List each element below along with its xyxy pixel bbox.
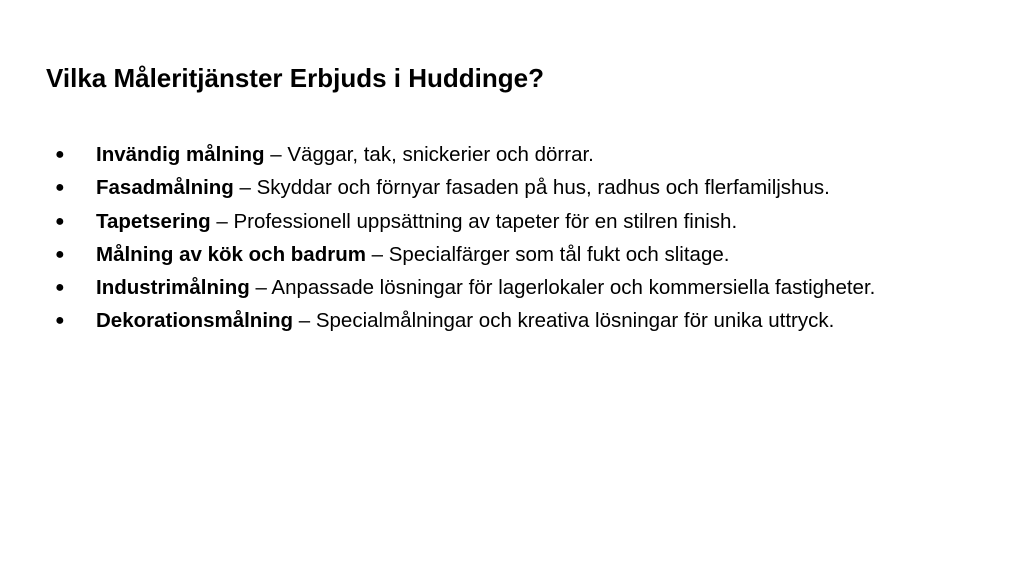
service-description: – Väggar, tak, snickerier och dörrar. — [264, 143, 594, 166]
service-name: Industrimålning — [96, 276, 250, 300]
bullet-icon: ● — [55, 179, 65, 197]
bullet-icon: ● — [55, 245, 65, 263]
service-description: – Anpassade lösningar för lagerlokaler och kommersiella fastigheter. — [249, 276, 876, 300]
slide-title: Vilka Måleritjänster Erbjuds i Huddinge? — [46, 63, 544, 93]
service-name: Fasadmålning — [96, 176, 234, 200]
service-description: – Professionell uppsättning av tapeter för en stilren finish. — [210, 209, 738, 233]
service-name: Tapetsering — [96, 209, 211, 233]
list-item — [0, 138, 1000, 171]
list-item — [0, 304, 1000, 337]
list-item — [0, 171, 1000, 204]
service-description: – Specialfärger som tål fukt och slitage. — [365, 242, 730, 266]
service-description: – Specialmålningar och kreativa lösningar för unika uttryck. — [293, 309, 835, 333]
list-item — [0, 205, 1000, 238]
service-description: – Skyddar och förnyar fasaden på hus, radhus och flerfamiljshus. — [233, 176, 830, 200]
service-name: Dekorationsmålning — [96, 309, 294, 333]
list-item — [0, 271, 1000, 304]
service-name: Målning av kök och badrum — [96, 242, 366, 266]
list-item — [0, 238, 1000, 271]
service-name: Invändig målning — [96, 143, 265, 166]
bullet-icon: ● — [55, 146, 65, 163]
bullet-icon: ● — [55, 279, 65, 297]
bullet-icon: ● — [55, 212, 65, 230]
services-list — [0, 138, 1000, 338]
bullet-icon: ● — [55, 312, 65, 330]
